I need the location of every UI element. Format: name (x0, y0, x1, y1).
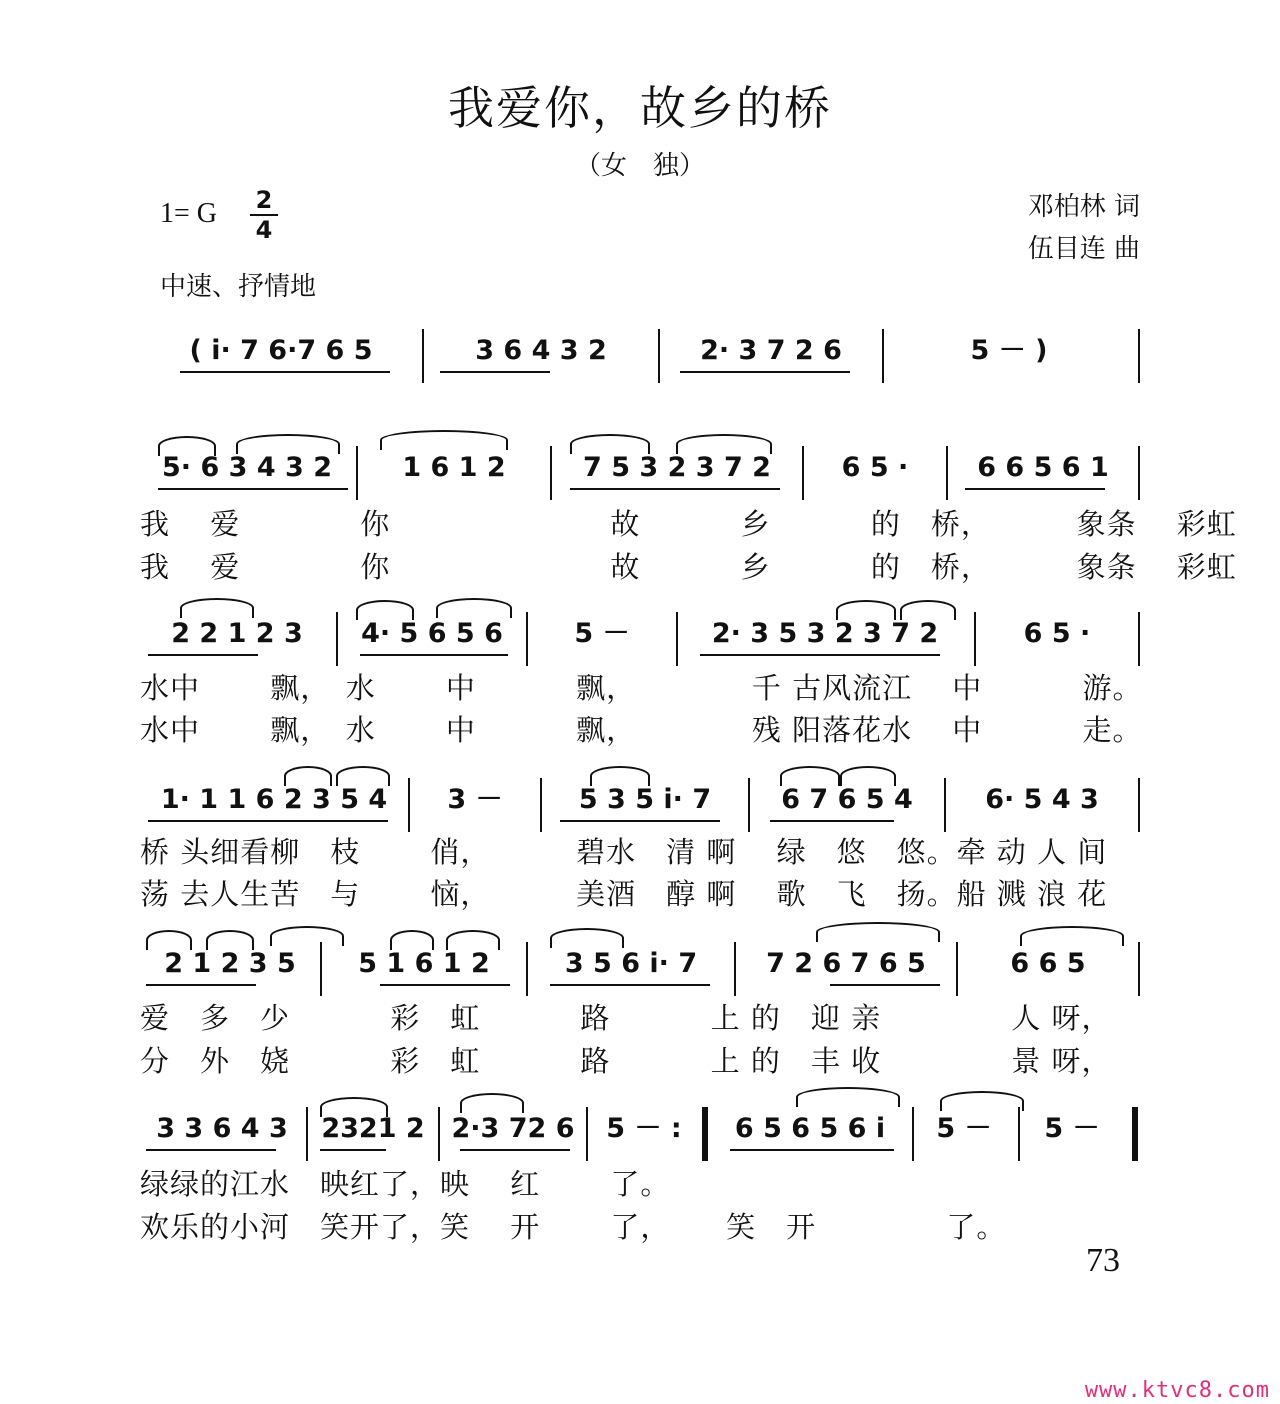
lyric-verse-1: 水中 飘， 水 中 飘， 千 古风流江 中 游。 (140, 671, 1143, 705)
measure: 7 5 3 2 3 7 2 (583, 452, 771, 483)
time-signature-bottom: 4 (255, 216, 273, 244)
time-signature (250, 188, 278, 242)
measure: 5 1 6 1 2 (358, 948, 490, 979)
measure: 2·3 72 6 (451, 1113, 575, 1144)
measure: 6 6 5 6 1 (977, 452, 1109, 483)
measure: 4· 5 6 5 6 (361, 618, 503, 649)
measure: 2 2 1 2 3 (171, 618, 303, 649)
measure: 2· 3 7 2 6 (700, 335, 842, 366)
measure: 2· 3 5 3 2 3 7 2 (711, 618, 939, 649)
measure: 5 － ) (970, 335, 1048, 366)
composer-credit: 伍目连 曲 (1027, 234, 1140, 264)
measure: 2321 2 (321, 1113, 425, 1144)
score-line-6 (140, 1113, 1145, 1159)
tempo-marking: 中速、抒情地 (160, 272, 317, 302)
measure: 5 3 5 i· 7 (578, 784, 712, 815)
measure: 3 3 6 4 3 (156, 1113, 288, 1144)
measure: 5 － (936, 1113, 992, 1144)
key-signature: 1= G (160, 198, 218, 229)
score-line-1 (140, 335, 1145, 381)
measure: 3 5 6 i· 7 (564, 948, 698, 979)
score-line-4 (140, 784, 1145, 830)
score-line-5 (140, 948, 1145, 994)
measure: 3 6 4 3 2 (475, 335, 607, 366)
measure: 3 － (447, 784, 503, 815)
measure: 6 6 5 (1010, 948, 1086, 979)
time-signature-top: 2 (255, 186, 273, 214)
lyricist-credit: 邓柏林 词 (1027, 192, 1140, 222)
lyric-verse-1: 桥 头细看柳 枝 俏， 碧水 清 啊 绿 悠 悠。牵 动 人 间 (140, 835, 1108, 869)
score-line-2 (140, 452, 1145, 498)
measure: 6 7 6 5 4 (781, 784, 913, 815)
lyric-verse-1: 我 爱 你 故 乡 的 桥， 象条 彩虹 (140, 507, 1237, 541)
measure: 5 － : (606, 1113, 682, 1144)
lyric-verse-2: 水中 飘， 水 中 飘， 残 阳落花水 中 走。 (140, 713, 1143, 747)
score-line-3 (140, 618, 1145, 664)
lyric-verse-2: 荡 去人生苦 与 恼， 美酒 醇 啊 歌 飞 扬。船 溅 浪 花 (140, 877, 1108, 911)
measure: 5 － (574, 618, 630, 649)
measure: 1 6 1 2 (402, 452, 506, 483)
lyric-verse-2: 我 爱 你 故 乡 的 桥， 象条 彩虹 (140, 550, 1237, 584)
measure: 5 － (1044, 1113, 1100, 1144)
lyric-verse-2: 分 外 娆 彩 虹 路 上 的 丰 收 景 呀， (140, 1044, 1112, 1078)
page-number: 73 (1086, 1242, 1120, 1279)
measure: 1· 1 1 6 2 3 5 4 (160, 784, 388, 815)
lyric-verse-1: 绿绿的江水 映红了，映 红 了。 (140, 1167, 671, 1201)
measure: ( i· 7 6·7 6 5 (189, 335, 373, 366)
measure: 5· 6 3 4 3 2 (162, 452, 332, 483)
measure: 6 5 6 5 6 i (734, 1113, 886, 1144)
measure: 6 5 · (841, 452, 909, 483)
lyric-verse-2: 欢乐的小河 笑开了，笑 开 了， 笑 开 了。 (140, 1210, 1007, 1244)
lyric-verse-1: 爱 多 少 彩 虹 路 上 的 迎 亲 人 呀， (140, 1001, 1112, 1035)
song-title: 我爱你，故乡的桥 (448, 81, 832, 135)
site-watermark: www.ktvc8.com (1084, 1378, 1270, 1403)
performance-note: （女 独） (574, 151, 705, 181)
measure: 6 5 · (1023, 618, 1091, 649)
measure: 6· 5 4 3 (985, 784, 1099, 815)
measure: 2 1 2 3 5 (164, 948, 296, 979)
measure: 7 2 6 7 6 5 (766, 948, 926, 979)
